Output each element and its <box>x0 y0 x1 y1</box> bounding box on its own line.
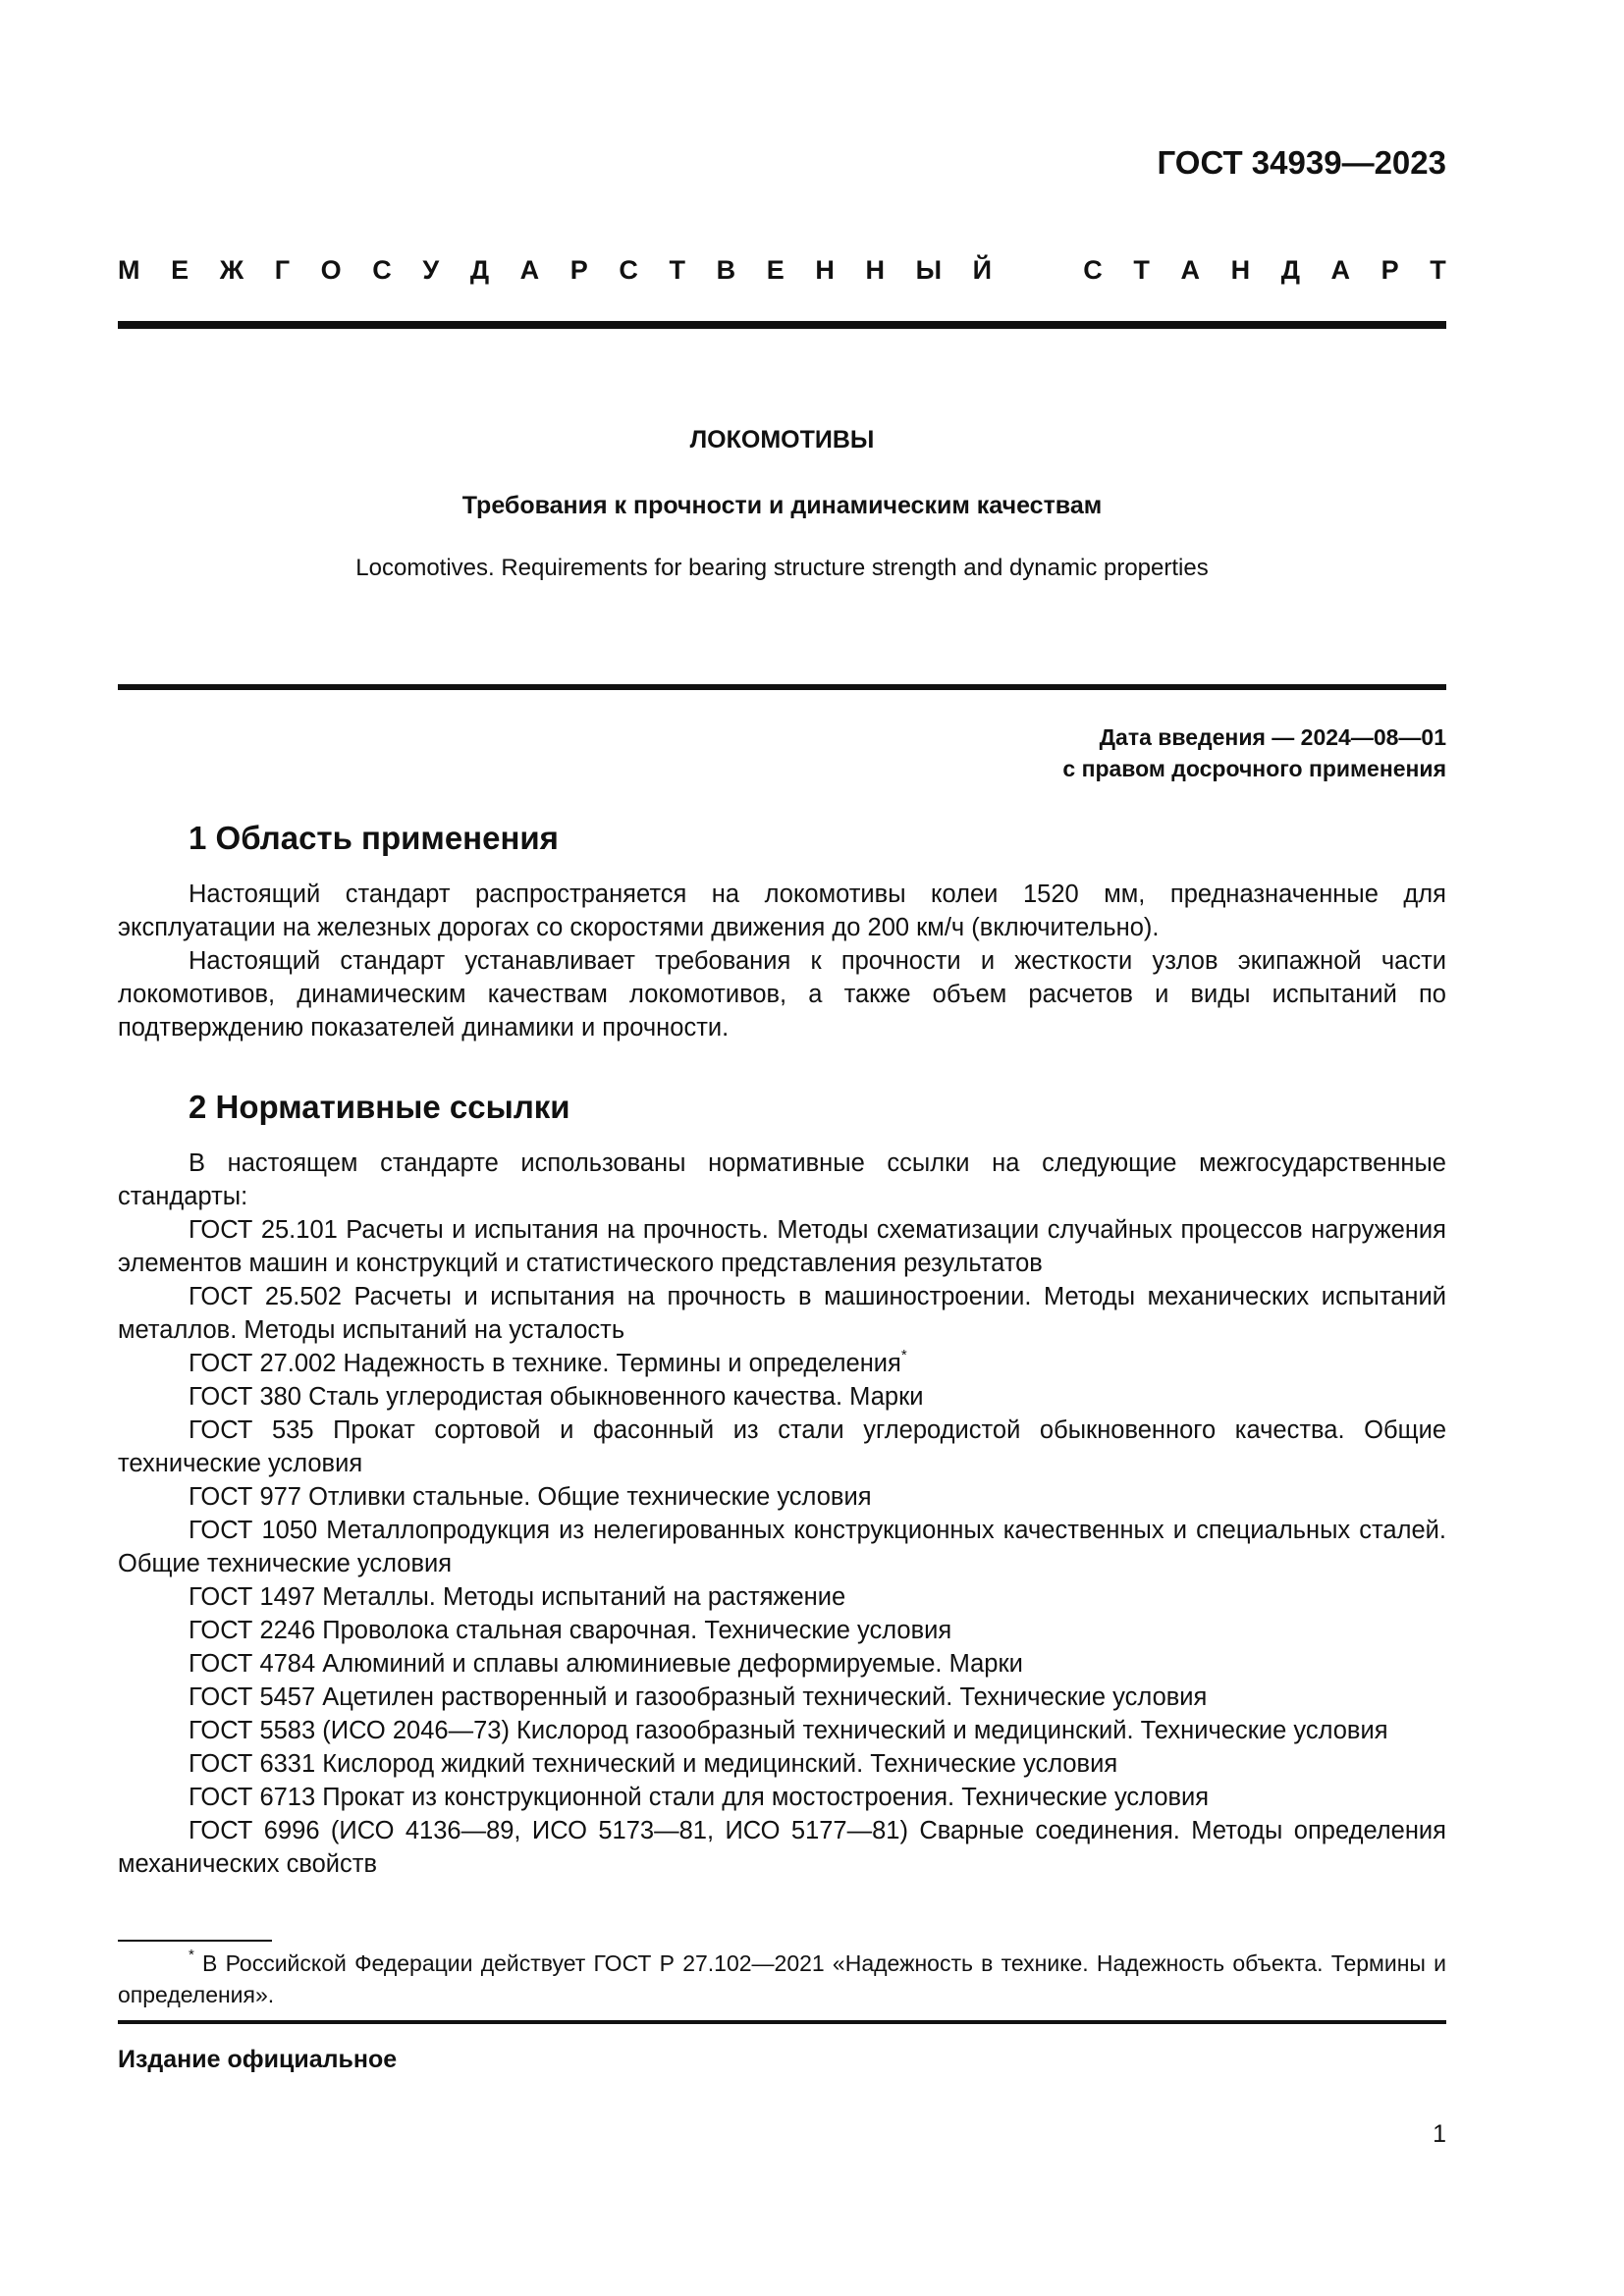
header-rule <box>118 321 1446 329</box>
page-number: 1 <box>1433 2120 1446 2148</box>
reference-item: ГОСТ 6713 Прокат из конструкционной стали для мостостроения. Технические условия <box>189 1784 1210 1811</box>
reference-item: ГОСТ 5457 Ацетилен растворенный и газообразный технический. Технические условия <box>189 1683 1208 1711</box>
banner-letter: А <box>1180 255 1200 285</box>
footnote-marker: * <box>900 1347 907 1363</box>
banner-letter: Г <box>274 255 291 285</box>
edition-label: Издание официальное <box>118 2046 398 2073</box>
banner-letter: В <box>716 255 736 285</box>
banner-letter: Р <box>1380 255 1399 285</box>
paragraph: Настоящий стандарт распространяется на локомотивы колеи 1520 мм, предназначенные для эксплуатации на железных дорогах со скоростями движения до 200 км/ч (включительно). <box>118 881 1446 941</box>
banner-letter: Т <box>1430 255 1446 285</box>
footnote-text: В Российской Федерации действует ГОСТ Р 27.102—2021 «Надежность в технике. Надежность объекта. Термины и определения». <box>118 1950 1446 2007</box>
reference-item: ГОСТ 25.101 Расчеты и испытания на прочность. Методы схематизации случайных процессов нагружения элементов машин и конструкций и статистического представления результатов <box>118 1216 1446 1277</box>
standard-number: ГОСТ 34939—2023 <box>1157 144 1446 181</box>
banner-letter: Ы <box>915 255 943 285</box>
interstate-standard-banner <box>118 255 1446 286</box>
banner-letter: С <box>372 255 392 285</box>
document-title: ЛОКОМОТИВЫ <box>689 426 875 454</box>
reference-item: ГОСТ 4784 Алюминий и сплавы алюминиевые деформируемые. Марки <box>189 1650 1023 1678</box>
footnote <box>118 1948 1446 2010</box>
reference-item: ГОСТ 6996 (ИСО 4136—89, ИСО 5173—81, ИСО 5177—81) Сварные соединения. Методы определения механических свойств <box>118 1817 1446 1878</box>
banner-letter: Т <box>1133 255 1150 285</box>
footer-rule <box>118 2020 1446 2024</box>
paragraph: Настоящий стандарт устанавливает требования к прочности и жесткости узлов экипажной части локомотивов, динамическим качествам локомотивов, а также объем расчетов и виды испытаний по подтверждению показателей динамики и прочности. <box>118 947 1446 1041</box>
reference-item: ГОСТ 535 Прокат сортовой и фасонный из стали углеродистой обыкновенного качества. Общие технические условия <box>118 1416 1446 1477</box>
banner-letter: Д <box>469 255 490 285</box>
reference-item: ГОСТ 2246 Проволока стальная сварочная. Технические условия <box>189 1617 952 1644</box>
reference-item: ГОСТ 1497 Металлы. Методы испытаний на растяжение <box>189 1583 846 1611</box>
introduction-date: Дата введения — 2024—08—01 <box>1099 724 1446 750</box>
introduction-date-block <box>1062 721 1446 784</box>
reference-item <box>118 1347 1446 1380</box>
banner-letter: Р <box>569 255 588 285</box>
banner-letter: Е <box>171 255 189 285</box>
reference-item: ГОСТ 1050 Металлопродукция из нелегированных конструкционных качественных и специальных сталей. Общие технические условия <box>118 1517 1446 1577</box>
banner-letter: У <box>422 255 440 285</box>
banner-letter: Н <box>1230 255 1251 285</box>
early-application-note: с правом досрочного применения <box>1062 756 1446 781</box>
banner-letter: Д <box>1280 255 1300 285</box>
footnote-marker: * <box>189 1947 194 1963</box>
banner-letter: С <box>619 255 638 285</box>
spacer <box>1023 255 1053 286</box>
footnote-separator <box>118 1940 272 1942</box>
banner-letter: А <box>519 255 540 285</box>
banner-letter: О <box>320 255 342 285</box>
banner-letter: А <box>1330 255 1351 285</box>
document-subtitle: Требования к прочности и динамическим качествам <box>461 492 1103 519</box>
paragraph: В настоящем стандарте использованы нормативные ссылки на следующие межгосударственные стандарты: <box>118 1149 1446 1210</box>
reference-item: ГОСТ 25.502 Расчеты и испытания на прочность в машиностроении. Методы механических испытаний металлов. Методы испытаний на усталость <box>118 1283 1446 1344</box>
banner-letter: Е <box>766 255 785 285</box>
section-scope <box>118 817 1446 1044</box>
reference-item: ГОСТ 5583 (ИСО 2046—73) Кислород газообразный технический и медицинский. Технические условия <box>189 1717 1388 1744</box>
reference-item: ГОСТ 977 Отливки стальные. Общие технические условия <box>189 1483 872 1511</box>
section-heading: 1 Область применения <box>189 820 559 856</box>
reference-item: ГОСТ 6331 Кислород жидкий технический и медицинский. Технические условия <box>189 1750 1118 1778</box>
section-normative-references <box>118 1086 1446 1881</box>
reference-text: ГОСТ 27.002 Надежность в технике. Термины и определения <box>189 1350 901 1377</box>
banner-letter: Н <box>865 255 885 285</box>
banner-letter: С <box>1083 255 1103 285</box>
banner-letter: Н <box>815 255 835 285</box>
section-heading: 2 Нормативные ссылки <box>189 1089 570 1125</box>
banner-letter: Т <box>669 255 686 285</box>
english-title: Locomotives. Requirements for bearing structure strength and dynamic properties <box>355 555 1209 581</box>
banner-letter: М <box>118 255 140 285</box>
banner-letter: Й <box>972 255 993 285</box>
reference-item: ГОСТ 380 Сталь углеродистая обыкновенного качества. Марки <box>189 1383 924 1411</box>
banner-letter: Ж <box>219 255 244 285</box>
title-rule <box>118 684 1446 690</box>
